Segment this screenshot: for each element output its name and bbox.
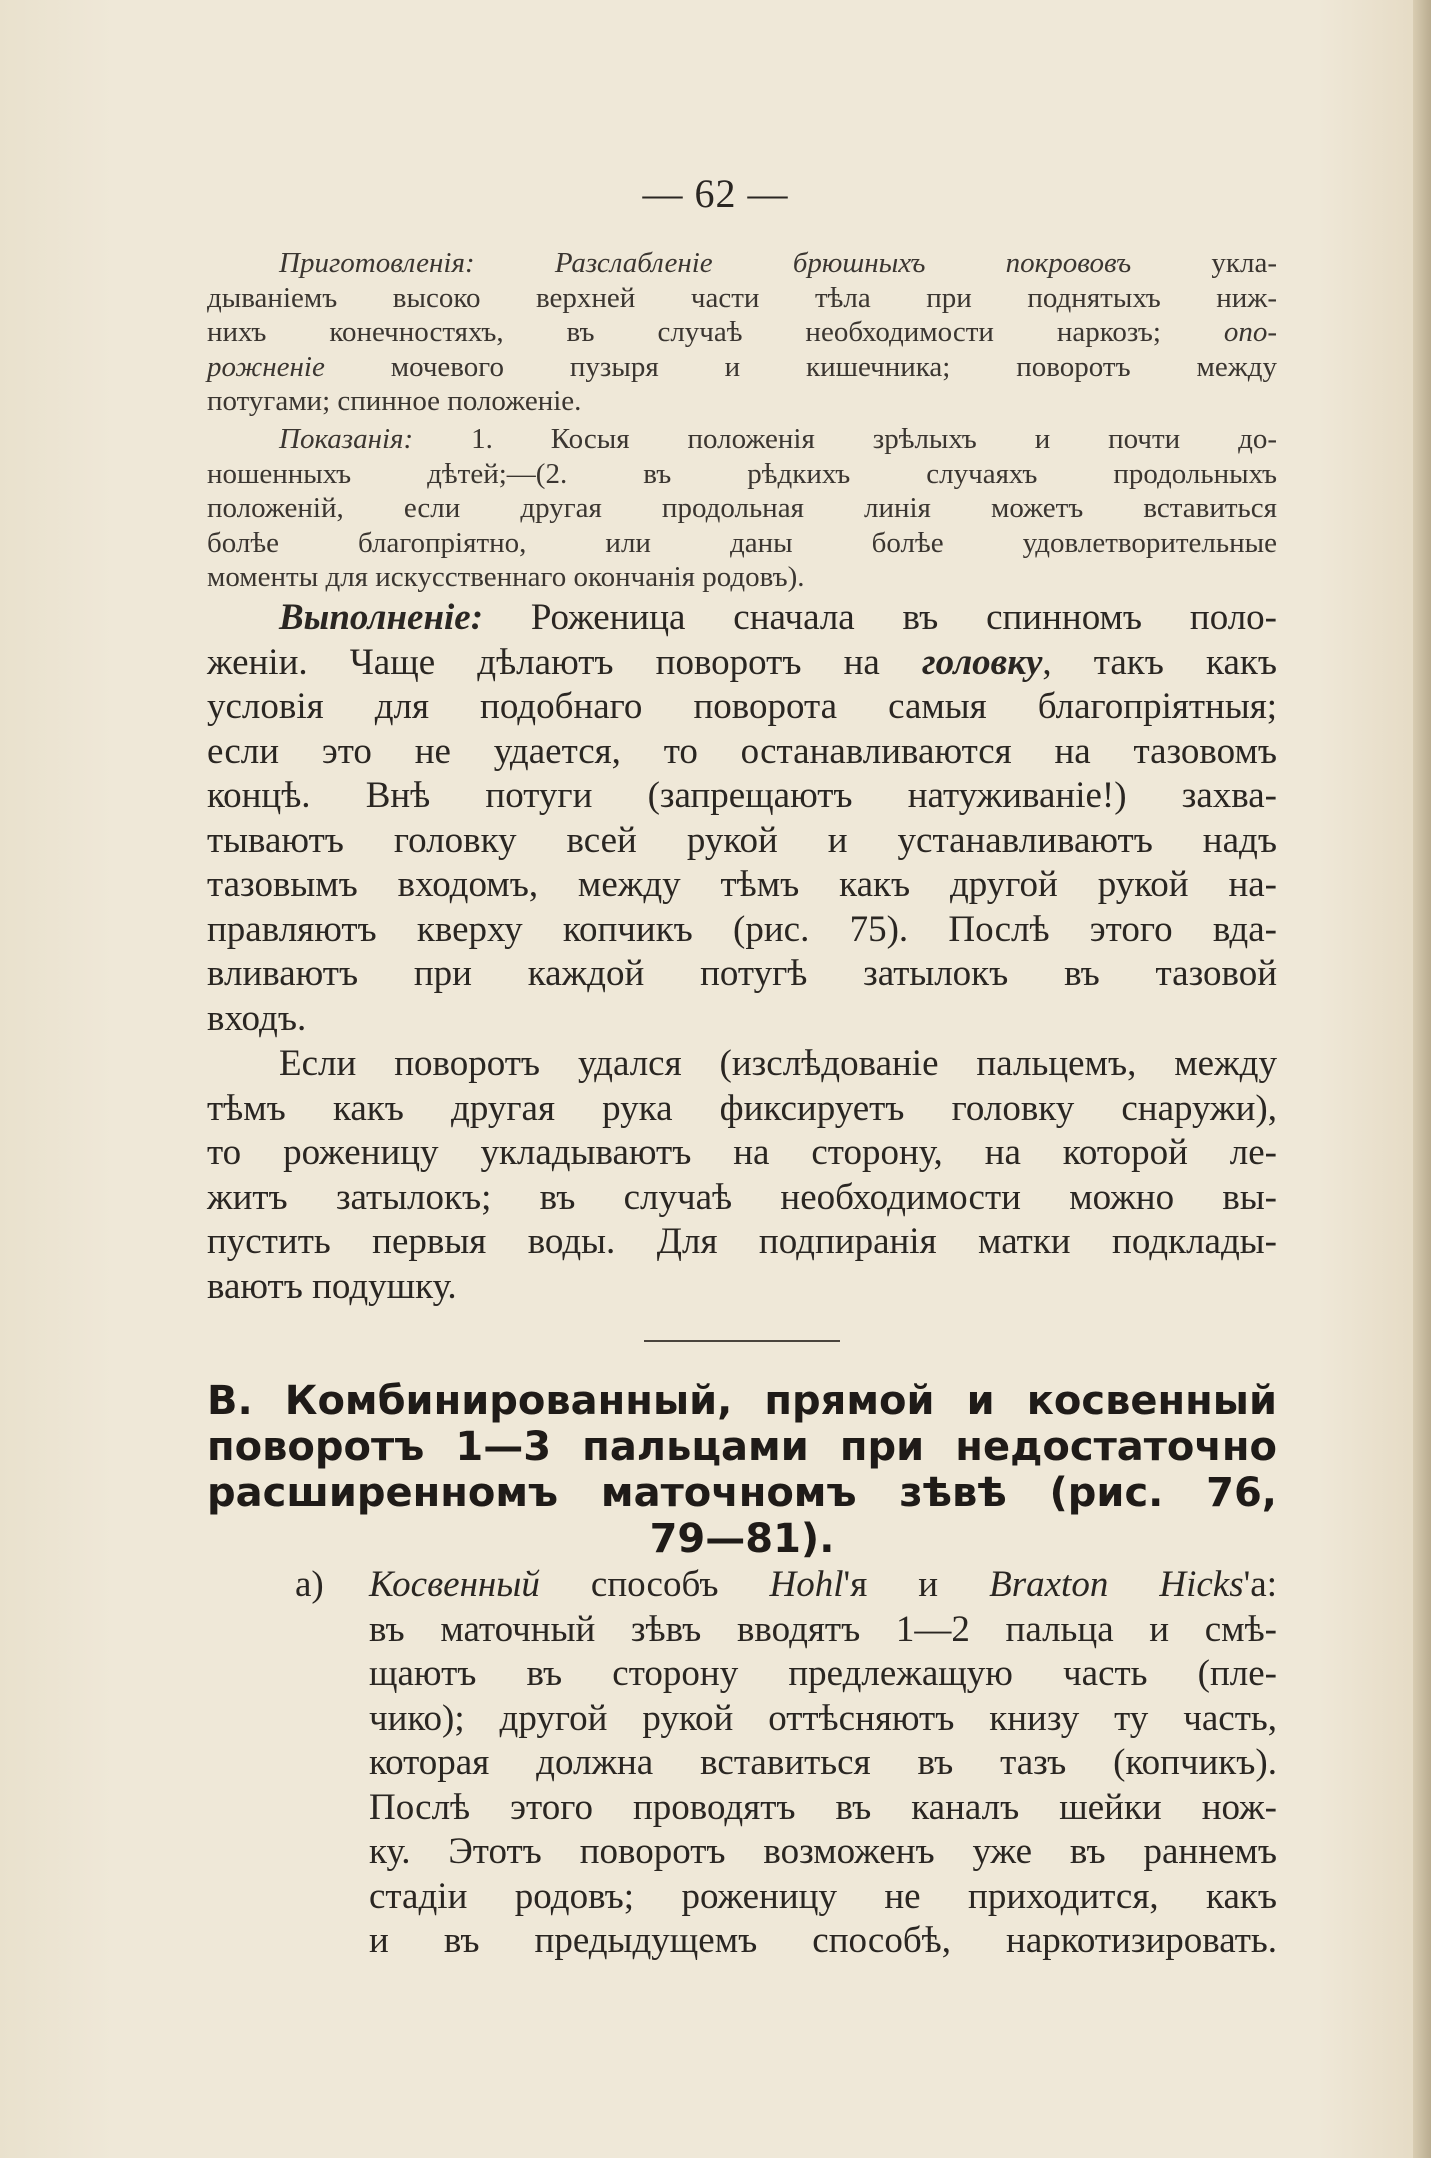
- text-line: ку. Этотъ поворотъ возможенъ уже въ раннемъ: [369, 1831, 1277, 1872]
- text-line: [207, 596, 1277, 641]
- text-fragment: способъ: [590, 1564, 719, 1605]
- text-line: чико); другой рукой оттѣсняютъ книзу ту часть,: [369, 1697, 1277, 1739]
- italic-phrase: Разслабленіе брюшныхъ покрововъ: [554, 247, 1132, 279]
- paragraph-indications: [207, 422, 1277, 595]
- text-line: то роженицу укладываютъ на сторону, на которой ле-: [207, 1132, 1277, 1173]
- text-fragment: 1. Косыя положенія зрѣлыхъ и почти до-: [471, 423, 1278, 455]
- text-line: [369, 1563, 1277, 1608]
- text-line: которая должна вставиться въ тазъ (копчикъ).: [369, 1742, 1277, 1783]
- text-line: тываютъ головку всей рукой и устанавливаютъ надъ: [207, 819, 1277, 861]
- text-line: тѣмъ какъ другая рука фиксируетъ головку снаружи),: [207, 1087, 1277, 1129]
- text-line: [207, 350, 1277, 385]
- heading-line: расширенномъ маточномъ зѣвѣ (рис. 76,: [207, 1470, 1277, 1516]
- text-line: [207, 246, 1277, 281]
- paragraph-result: [207, 1042, 1277, 1309]
- text-fragment: 'а:: [1243, 1564, 1277, 1605]
- text-fragment: Роженица сначала въ спинномъ поло-: [530, 597, 1278, 638]
- paragraph-execution: [207, 596, 1277, 1041]
- italic-phrase: рожненіе: [207, 350, 325, 383]
- heading-line: 79—81).: [649, 1516, 835, 1562]
- heading-line: поворотъ 1—3 пальцами при недостаточно: [207, 1424, 1277, 1470]
- section-divider: [644, 1340, 840, 1342]
- text-line: Если поворотъ удался (изслѣдованіе пальцемъ, между: [279, 1043, 1277, 1084]
- page-edge-shadow: [1413, 0, 1431, 2158]
- text-line: вливаютъ при каждой потугѣ затылокъ въ тазовой: [207, 953, 1277, 994]
- author-name: Hohl: [769, 1564, 844, 1605]
- text-line: дываніемъ высоко верхней части тѣла при поднятыхъ ниж-: [207, 281, 1277, 314]
- text-line: правляютъ кверху копчикъ (рис. 75). Послѣ этого вда-: [207, 908, 1277, 950]
- text-fragment: женіи. Чаще дѣлаютъ поворотъ на: [207, 641, 880, 683]
- page-number: — 62 —: [642, 171, 789, 216]
- text-line: и въ предыдущемъ способѣ, наркотизировать.: [369, 1920, 1277, 1961]
- text-line: житъ затылокъ; въ случаѣ необходимости можно вы-: [207, 1176, 1277, 1218]
- italic-phrase: опо-: [1223, 316, 1278, 348]
- paragraph-indirect-method: [295, 1563, 1277, 1964]
- text-line: моменты для искусственнаго окончанія родовъ).: [207, 561, 805, 593]
- text-fragment: , такъ какъ: [1042, 641, 1277, 683]
- text-line: стадіи родовъ; роженицу не приходится, какъ: [369, 1875, 1277, 1917]
- list-label: а): [295, 1564, 324, 1605]
- text-fragment: 'я и: [843, 1564, 939, 1605]
- text-fragment: укла-: [1211, 247, 1278, 279]
- text-fragment: мочевого пузыря и кишечника; поворотъ между: [390, 350, 1277, 383]
- text-line: Послѣ этого проводятъ въ каналъ шейки нож-: [369, 1786, 1277, 1828]
- text-line: тазовымъ входомъ, между тѣмъ какъ другой рукой на-: [207, 864, 1277, 905]
- text-line: въ маточный зѣвъ вводятъ 1—2 пальца и смѣ-: [369, 1608, 1277, 1650]
- text-line: входъ.: [207, 997, 307, 1039]
- lead-term: Показанія:: [279, 423, 414, 455]
- italic-phrase: Косвенный: [369, 1564, 540, 1605]
- text-line: ваютъ подушку.: [207, 1265, 457, 1307]
- text-line: условія для подобнаго поворота самыя благопріятныя;: [207, 686, 1277, 727]
- heading-line: В. Комбинированный, прямой и косвенный: [207, 1378, 1277, 1424]
- lead-term: Выполненіе:: [279, 597, 484, 638]
- text-line: болѣе благопріятно, или даны болѣе удовлетворительные: [207, 526, 1277, 559]
- text-line: концѣ. Внѣ потуги (запрещаютъ натуживаніе!) захва-: [207, 775, 1277, 816]
- text-line: если это не удается, то останавливаются на тазовомъ: [207, 730, 1277, 772]
- text-line: [207, 315, 1277, 350]
- lead-term: Приготовленія:: [279, 247, 475, 279]
- text-line: пустить первыя воды. Для подпиранія матки подклады-: [207, 1221, 1277, 1262]
- text-line: щаютъ въ сторону предлежащую часть (пле-: [369, 1653, 1277, 1694]
- section-heading: [207, 1378, 1277, 1562]
- text-line: [207, 422, 1277, 457]
- text-line: [207, 641, 1277, 686]
- text-line: потугами; спинное положеніе.: [207, 385, 582, 417]
- text-fragment: нихъ конечностяхъ, въ случаѣ необходимости наркозъ;: [207, 316, 1161, 348]
- text-line: ношенныхъ дѣтей;—(2. въ рѣдкихъ случаяхъ продольныхъ: [207, 457, 1277, 490]
- emphasis: головку: [921, 641, 1043, 683]
- text-line: положеній, если другая продольная линія можетъ вставиться: [207, 492, 1277, 524]
- author-name: Braxton Hicks: [989, 1564, 1244, 1605]
- paragraph-preparations: [207, 246, 1277, 419]
